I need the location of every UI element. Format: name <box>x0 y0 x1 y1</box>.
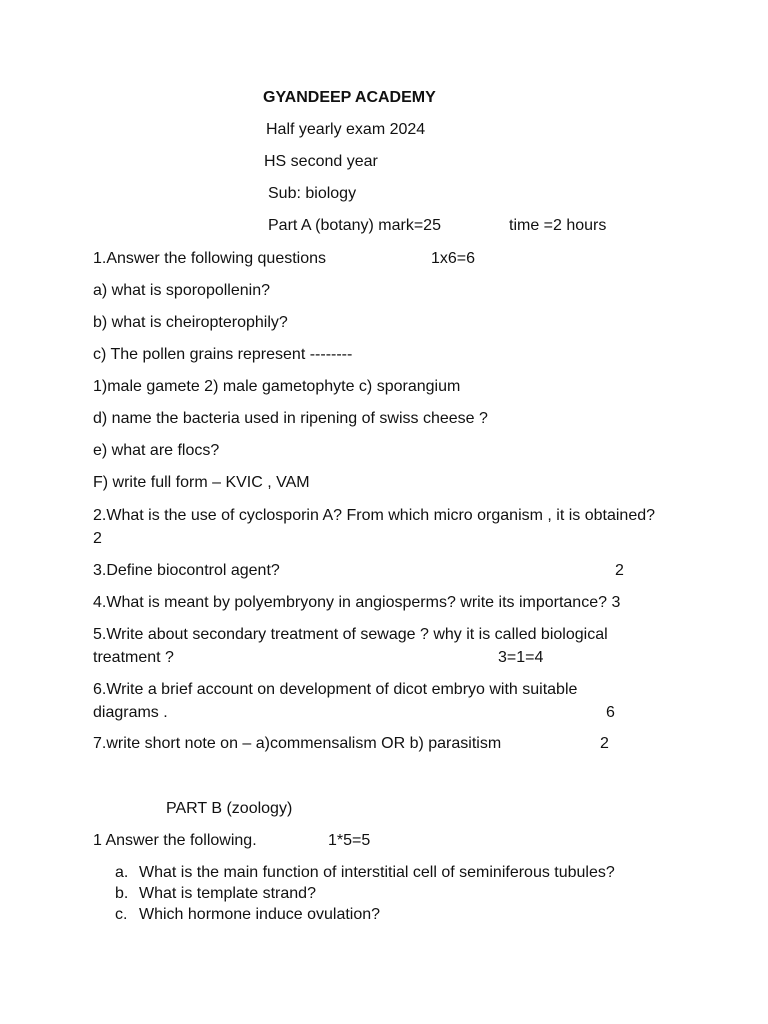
question-1: 1.Answer the following questions <box>93 250 327 267</box>
question-7-marks: 2 <box>600 735 609 752</box>
class-label: HS second year <box>264 153 378 170</box>
question-5: 5.Write about secondary treatment of sewage ? why it is called biological <box>93 626 608 643</box>
list-item-text: What is the main function of interstitial cell of seminiferous tubules? <box>139 864 615 881</box>
part-b-question-1: 1 Answer the following. <box>93 832 257 849</box>
school-name: GYANDEEP ACADEMY <box>263 89 436 106</box>
question-1-item-a: a) what is sporopollenin? <box>93 282 270 299</box>
question-5-line-2: treatment ? <box>93 649 174 666</box>
list-item-text: Which hormone induce ovulation? <box>139 906 381 923</box>
question-3: 3.Define biocontrol agent? <box>93 562 280 579</box>
question-6-marks: 6 <box>606 704 615 721</box>
exam-title: Half yearly exam 2024 <box>266 121 426 138</box>
list-marker: b. <box>115 885 129 902</box>
time-label: time =2 hours <box>509 217 607 234</box>
part-a-title: Part A (botany) mark=25 <box>268 217 441 234</box>
question-1-item-d: d) name the bacteria used in ripening of swiss cheese ? <box>93 410 488 427</box>
question-6: 6.Write a brief account on development of dicot embryo with suitable <box>93 681 578 698</box>
question-4: 4.What is meant by polyembryony in angiosperms? write its importance? 3 <box>93 594 621 611</box>
list-marker: c. <box>115 906 128 923</box>
part-b-question-1-marks: 1*5=5 <box>328 832 371 849</box>
question-2-marks: 2 <box>93 530 102 547</box>
question-1-item-c-options: 1)male gamete 2) male gametophyte c) sporangium <box>93 378 461 395</box>
part-b-title: PART B (zoology) <box>166 800 293 817</box>
question-1-item-c: c) The pollen grains represent -------- <box>93 346 353 363</box>
question-2: 2.What is the use of cyclosporin A? From which micro organism , it is obtained? <box>93 507 656 524</box>
question-1-item-e: e) what are flocs? <box>93 442 220 459</box>
question-1-marks: 1x6=6 <box>431 250 476 267</box>
list-item <box>115 883 316 904</box>
question-6-line-2: diagrams . <box>93 704 168 721</box>
question-7: 7.write short note on – a)commensalism OR b) parasitism <box>93 735 502 752</box>
list-marker: a. <box>115 864 129 881</box>
question-1-item-b: b) what is cheiropterophily? <box>93 314 288 331</box>
list-item <box>115 904 380 925</box>
question-5-marks: 3=1=4 <box>498 649 544 666</box>
question-3-marks: 2 <box>615 562 624 579</box>
list-item-text: What is template strand? <box>139 885 316 902</box>
list-item <box>115 862 615 883</box>
question-1-item-f: F) write full form – KVIC , VAM <box>93 474 310 491</box>
subject-label: Sub: biology <box>268 185 357 202</box>
